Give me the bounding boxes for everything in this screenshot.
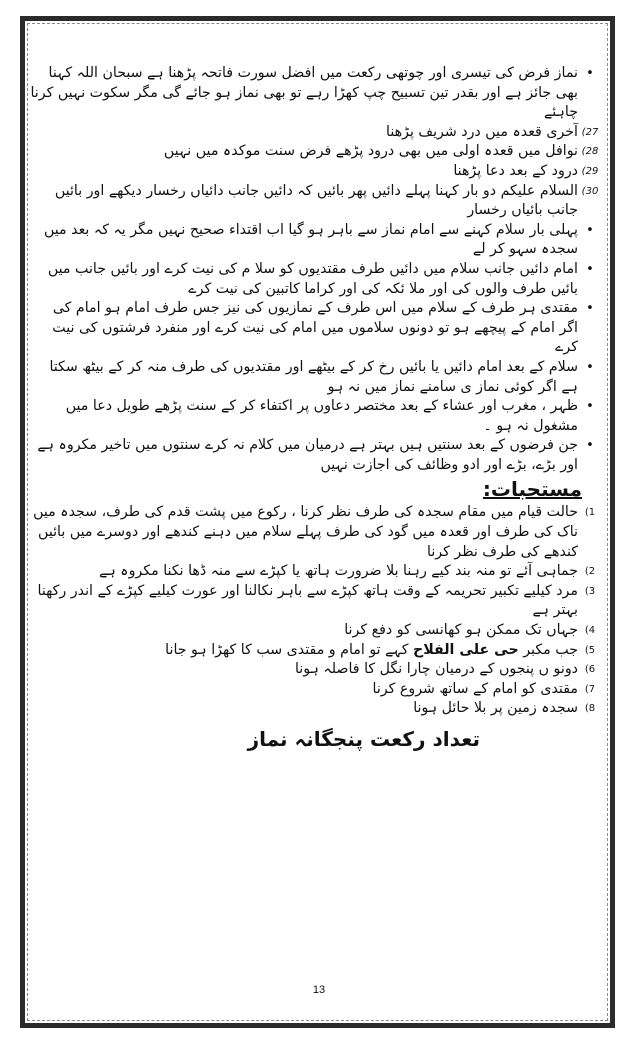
bullet-marker: • (586, 359, 594, 375)
list-item (30, 142, 600, 162)
item-text: السلام علیکم دو بار کہنا پہلے دائیں پھر بائیں کہ دائیں جانب دائیاں رخسار دیکھے اور بائیں جانب بائیاں رخسار (54, 182, 578, 219)
list-item (30, 64, 600, 123)
bold-phrase: حی علی الفلاح (413, 641, 519, 658)
list-item (30, 397, 600, 436)
section-heading: مستحبات: (482, 477, 582, 502)
number-marker: 2) (584, 566, 596, 578)
list-item (30, 680, 600, 700)
item-text: درود کے بعد دعا پڑھنا (453, 162, 578, 179)
number-marker: 7) (584, 683, 596, 695)
item-text: پہلی بار سلام کہنے سے امام نماز سے باہر ہو گیا اب اقتداء صحیح نہیں مگر یہ کہ بعد میں سجدہ سہو کر لے (43, 221, 578, 258)
number-marker: 6) (584, 664, 596, 676)
number-marker: 5) (584, 644, 596, 656)
list-item (30, 621, 600, 641)
bullet-marker: • (586, 399, 594, 415)
list-item (30, 162, 600, 182)
number-marker: 8) (584, 703, 596, 715)
item-text: امام دائیں جانب سلام میں دائیں طرف مقتدیوں کو سلا م کی نیت کرے اور بائیں جانب میں بائیں طرف والوں کی اور ملا ئکہ کی اور کراما کاتبین کی نیت کرے (47, 260, 578, 297)
item-text: مقتدی کو امام کے ساتھ شروع کرنا (372, 680, 578, 697)
list-item (30, 641, 600, 661)
footer-heading: تعداد رکعت پنجگانہ نماز (247, 727, 480, 751)
list-item (30, 660, 600, 680)
list-item (30, 503, 600, 562)
bullet-marker: • (586, 438, 594, 454)
list-item (30, 436, 600, 475)
item-text: مرد کیلیے تکبیر تحریمہ کے وقت ہاتھ کپڑے سے باہر نکالنا اور عورت کیلیے کپڑے کے اندر رکھنا بہتر ہے (37, 582, 578, 619)
number-marker: 4) (584, 625, 596, 637)
bullet-marker: • (586, 301, 594, 317)
bullet-marker: • (586, 222, 594, 238)
list-item (30, 260, 600, 299)
item-text: جہاں تک ممکن ہو کھانسی کو دفع کرنا (344, 622, 578, 639)
page-number: 13 (312, 984, 326, 996)
number-marker: 29) (581, 165, 599, 177)
item-text: مقتدی ہر طرف کے سلام میں اس طرف کے نمازیوں کی نیز جس طرف امام ہو امام کی اگر امام کے پیچھے ہو تو دونوں سلاموں میں امام کی نیت کرے اور منفرد فرشتوں کی نیت کرے (52, 300, 578, 356)
item-text: جن فرضوں کے بعد سنتیں ہیں بہتر ہے درمیان میں کلام نہ کرے سنتوں میں تاخیر مکروہ ہے اور بڑے، بڑے اور ادو وظائف کی اجازت نہیں (37, 437, 578, 473)
item-text: آخری قعدہ میں درد شریف پڑھنا (386, 123, 578, 140)
item-text: نماز فرض کی تیسری اور چوتھی رکعت میں افضل سورت فاتحہ پڑھنا ہے سبحان اللہ کہنا بھی جائز ہے اور بقدر تین تسبیح چپ کھڑا رہے تو بھی نماز ہو جائے گی مگر سکوت نہیں کرنا چاہئے (30, 65, 578, 121)
list-item (30, 299, 600, 358)
item-text: حالت قیام میں مقام سجدہ کی طرف نظر کرنا ، رکوع میں پشت قدم کی طرف، سجدہ میں ناک کی طرف اور قعدہ میں گود کی طرف پہلے سلام میں دہنے کندھے اور دوسرے میں بائیں کندھے کی طرف نظر کرنا (33, 504, 578, 560)
list-item (30, 182, 600, 221)
item-text: سلام کے بعد امام دائیں یا بائیں رخ کر کے بیٹھے اور مقتدیوں کی طرف منہ کر کے بیٹھ سکتا ہے اگر کوئی نماز ی سامنے نماز میں نہ ہو (49, 358, 578, 395)
item-text: کہے تو امام و مقتدی سب کا کھڑا ہو جانا (165, 641, 409, 658)
number-marker: 28) (581, 146, 599, 158)
number-marker: 3) (584, 585, 596, 597)
item-text: سجدہ زمین پر بلا حائل ہونا (413, 700, 578, 717)
item-text: نوافل میں قعدہ اولی میں بھی درود پڑھے فرض سنت موکدہ میں نہیں (163, 143, 578, 160)
list-item (30, 699, 600, 719)
list-item (30, 221, 600, 260)
number-marker: 30) (581, 185, 599, 197)
document-body (30, 64, 600, 751)
item-text: جماہی آئے تو منہ بند کیے رہنا بلا ضرورت ہاتھ یا کپڑے سے منہ ڈھا نکنا مکروہ ہے (99, 563, 578, 580)
bullet-marker: • (586, 66, 594, 81)
item-text: دونو ں پنجوں کے درمیان چارا نگل کا فاصلہ ہونا (294, 661, 578, 678)
list-item (30, 123, 600, 143)
list-item (30, 562, 600, 582)
list-item (30, 358, 600, 397)
number-marker: 27) (581, 126, 599, 138)
list-item (30, 582, 600, 621)
number-marker: 1) (584, 507, 596, 519)
item-text: ظہر ، مغرب اور عشاء کے بعد مختصر دعاوں پر اکتفاء کر کے سنت پڑھے طویل دعا میں مشغول نہ ہو ۔ (65, 398, 578, 434)
item-text: جب مکبر (523, 641, 578, 658)
bullet-marker: • (586, 261, 594, 277)
